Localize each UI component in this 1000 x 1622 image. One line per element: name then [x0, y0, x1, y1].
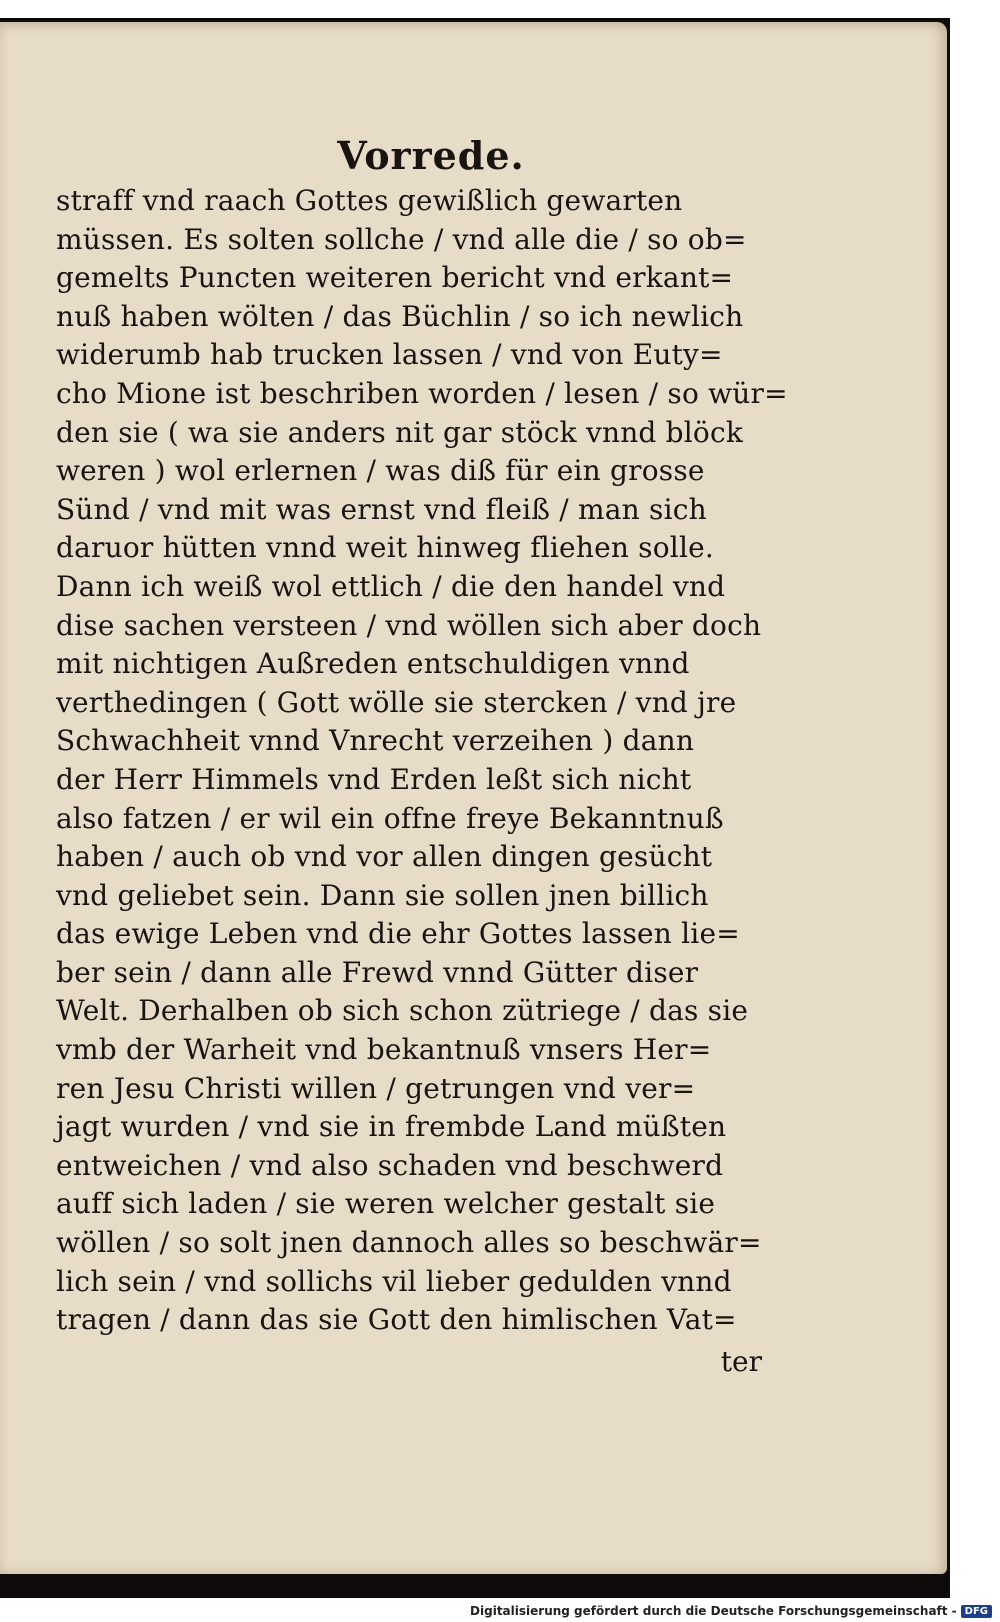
text-line: dise sachen versteen / vnd wöllen sich aber doch: [56, 608, 762, 642]
text-line: also fatzen / er wil ein offne freye Bekanntnuß: [56, 801, 724, 835]
text-line: der Herr Himmels vnd Erden leßt sich nicht: [56, 762, 692, 796]
text-block: [56, 133, 788, 1380]
text-line: cho Mione ist beschriben worden / lesen / so wür=: [56, 376, 788, 410]
running-head: Vorrede.: [337, 133, 525, 178]
text-line: widerumb hab trucken lassen / vnd von Euty=: [56, 338, 723, 372]
book-page: [0, 22, 947, 1574]
text-line: mit nichtigen Außreden entschuldigen vnnd: [56, 647, 690, 681]
text-line: lich sein / vnd sollichs vil lieber gedulden vnnd: [56, 1264, 732, 1298]
text-line: gemelts Puncten weiteren bericht vnd erkant=: [56, 261, 734, 295]
text-line: vnd geliebet sein. Dann sie sollen jnen billich: [56, 878, 709, 912]
text-line: verthedingen ( Gott wölle sie stercken / vnd jre: [56, 685, 737, 719]
text-line: Dann ich weiß wol ettlich / die den handel vnd: [56, 569, 726, 603]
text-line: das ewige Leben vnd die ehr Gottes lassen lie=: [56, 917, 740, 951]
text-line: Sünd / vnd mit was ernst vnd fleiß / man sich: [56, 492, 707, 526]
text-line: ren Jesu Christi willen / getrungen vnd ver=: [56, 1071, 696, 1105]
text-line: Welt. Derhalben ob sich schon zütriege / das sie: [56, 994, 749, 1028]
text-line: Schwachheit vnnd Vnrecht verzeihen ) dann: [56, 724, 695, 758]
text-line: wöllen / so solt jnen dannoch alles so beschwär=: [56, 1226, 762, 1260]
text-line: den sie ( wa sie anders nit gar stöck vnnd blöck: [56, 415, 744, 449]
text-line: entweichen / vnd also schaden vnd beschwerd: [56, 1148, 724, 1182]
catchword: ter: [720, 1344, 762, 1378]
text-line: nuß haben wölten / das Büchlin / so ich newlich: [56, 299, 744, 333]
text-line: auff sich laden / sie weren welcher gestalt sie: [56, 1187, 716, 1221]
text-line: müssen. Es solten sollche / vnd alle die / so ob=: [56, 222, 747, 256]
text-line: tragen / dann das sie Gott den himlischen Vat=: [56, 1303, 737, 1337]
text-line: ber sein / dann alle Frewd vnnd Gütter diser: [56, 955, 699, 989]
text-line: straff vnd raach Gottes gewißlich gewarten: [56, 184, 683, 217]
text-line: daruor hütten vnnd weit hinweg fliehen solle.: [56, 531, 714, 565]
text-line: jagt wurden / vnd sie in frembde Land müßten: [56, 1110, 727, 1144]
text-line: vmb der Warheit vnd bekantnuß vnsers Her=: [56, 1033, 712, 1067]
credit-text: Digitalisierung gefördert durch die Deutsche Forschungsgemeinschaft -: [470, 1604, 957, 1618]
text-line: weren ) wol erlernen / was diß für ein grosse: [56, 454, 705, 488]
text-line: haben / auch ob vnd vor allen dingen gesücht: [56, 840, 713, 874]
dfg-logo-icon: DFG: [961, 1605, 992, 1618]
digitization-credit: [470, 1604, 992, 1618]
